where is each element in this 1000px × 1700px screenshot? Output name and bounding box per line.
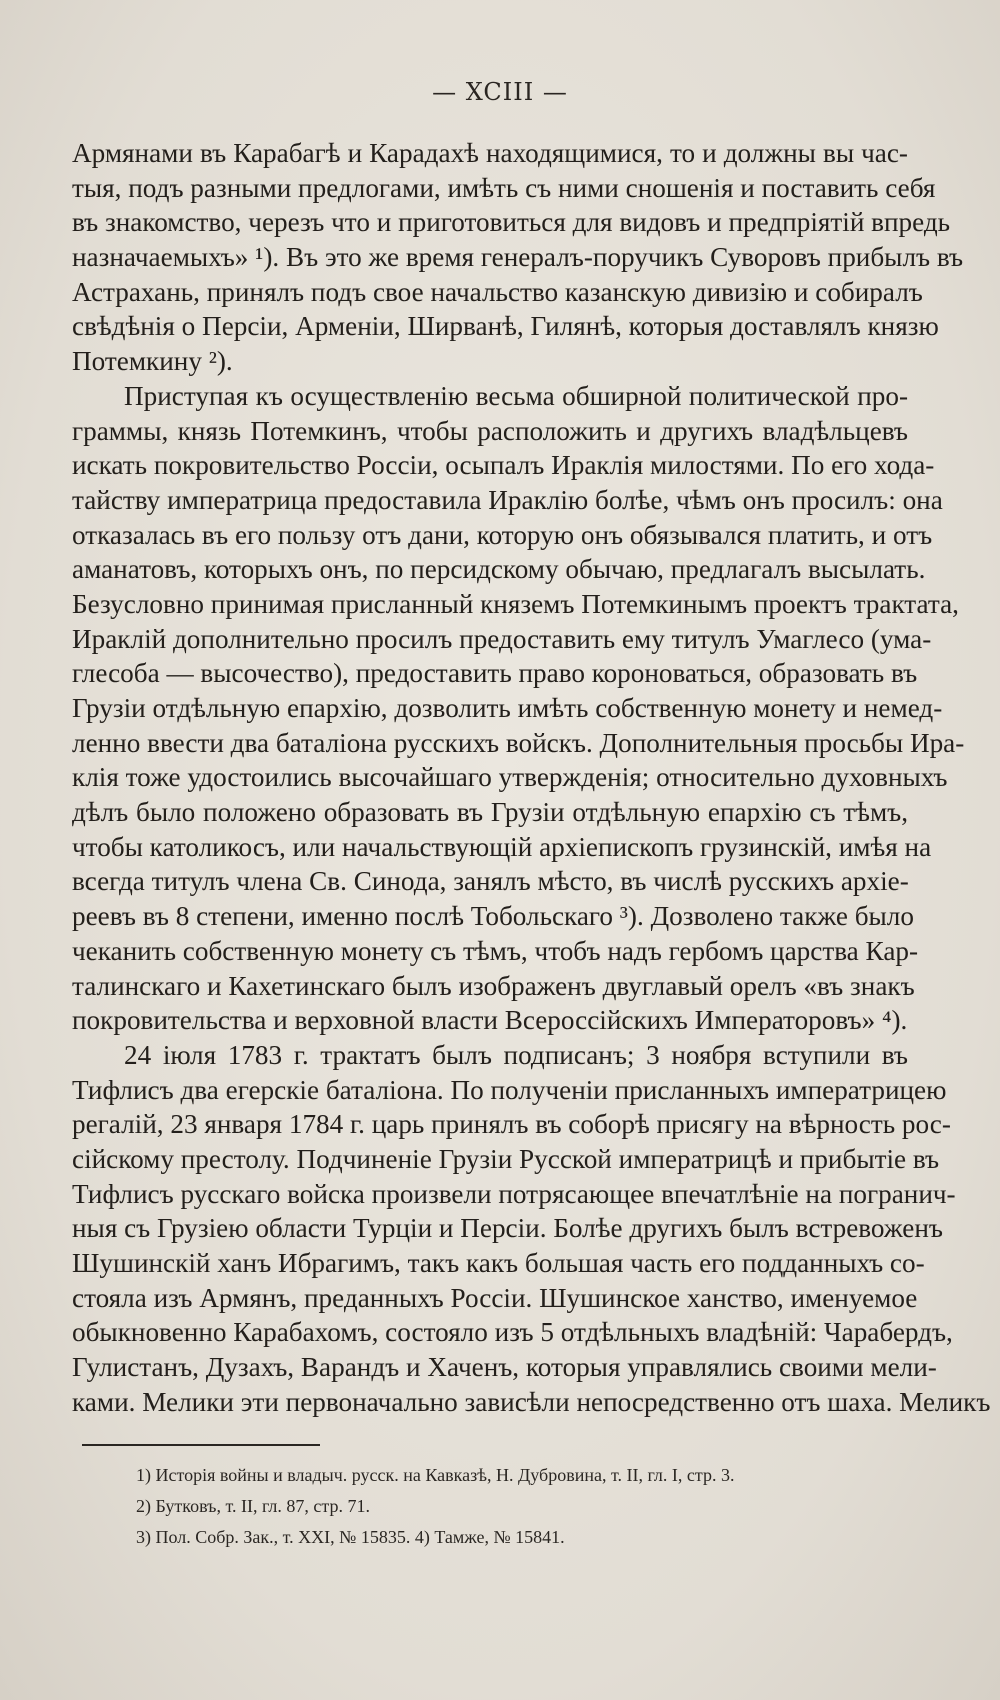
body-line: дѣлъ было положено образовать въ Грузіи отдѣльную епархію съ тѣмъ, — [72, 797, 908, 828]
footnote: 2) Бутковъ, т. II, гл. 87, стр. 71. — [136, 1496, 370, 1516]
footnotes — [136, 1460, 734, 1553]
page-number-header: — XCIII — — [432, 78, 568, 106]
body-line: Потемкину ²). — [72, 346, 233, 377]
body-line: 24 іюля 1783 г. трактатъ былъ подписанъ; 3 ноября вступили въ — [124, 1039, 908, 1070]
body-line: отказалась въ его пользу отъ дани, которую онъ обязывался платить, и отъ — [72, 519, 933, 550]
body-line: граммы, князь Потемкинъ, чтобы расположить и другихъ владѣльцевъ — [72, 415, 908, 446]
body-line: реевъ въ 8 степени, именно послѣ Тобольскаго ³). Дозволено также было — [72, 901, 914, 932]
body-line: назначаемыхъ» ¹). Въ это же время генералъ-поручикъ Суворовъ прибылъ въ — [72, 242, 964, 273]
body-line: искать покровительство Россіи, осыпалъ Ираклія милостями. По его хода- — [72, 450, 935, 481]
body-line: Гулистанъ, Дузахъ, Варандъ и Хаченъ, которыя управлялись своими мели- — [72, 1352, 937, 1383]
body-line: Тифлисъ два егерскіе баталіона. По полученіи присланныхъ императрицею — [72, 1074, 947, 1105]
body-line: Астрахань, принялъ подъ свое начальство казанскую дивизію и собиралъ — [72, 276, 923, 307]
body-line: регалій, 23 января 1784 г. царь принялъ въ соборѣ присягу на вѣрность рос- — [72, 1109, 951, 1140]
body-line: покровительства и верховной власти Всероссійскихъ Императоровъ» ⁴). — [72, 1005, 908, 1036]
body-line: Безусловно принимая присланный княземъ Потемкинымъ проектъ трактата, — [72, 588, 959, 619]
footnote: 3) Пол. Собр. Зак., т. XXI, № 15835. 4) Тамже, № 15841. — [136, 1527, 565, 1547]
body-line: Приступая къ осуществленію весьма обширной политической про- — [124, 380, 908, 411]
body-line: Тифлисъ русскаго войска произвели потрясающее впечатлѣніе на погранич- — [72, 1178, 956, 1209]
body-line: сійскому престолу. Подчиненіе Грузіи Русской императрицѣ и прибытіе въ — [72, 1143, 940, 1174]
body-line: ныя съ Грузіею области Турціи и Персіи. Болѣе другихъ былъ встревоженъ — [72, 1213, 943, 1244]
body-line: талинскаго и Кахетинскаго былъ изображенъ двуглавый орелъ «въ знакъ — [72, 970, 915, 1001]
footnote: 1) Исторія войны и владыч. русск. на Кавказѣ, Н. Дубровина, т. II, гл. I, стр. 3. — [136, 1465, 735, 1485]
body-line: свѣдѣнія о Персіи, Арменіи, Ширванѣ, Гилянѣ, которыя доставлялъ князю — [72, 311, 939, 342]
body-line: чтобы католикосъ, или начальствующій архіепископъ грузинскій, имѣя на — [72, 831, 932, 862]
body-line: въ знакомство, черезъ что и приготовиться для видовъ и предпріятій впредь — [72, 207, 951, 238]
body-line: чеканить собственную монету съ тѣмъ, чтобъ надъ гербомъ царства Кар- — [72, 935, 919, 966]
body-text — [72, 136, 991, 1419]
body-line: Грузіи отдѣльную епархію, дозволить имѣть собственную монету и немед- — [72, 693, 943, 723]
body-line: тайству императрица предоставила Ираклію болѣе, чѣмъ онъ просилъ: она — [72, 484, 943, 515]
body-line: Шушинскій ханъ Ибрагимъ, такъ какъ большая часть его подданныхъ со- — [72, 1248, 925, 1278]
body-line: глесоба — высочество), предоставить право короноваться, образовать въ — [72, 658, 918, 689]
body-line: обыкновенно Карабахомъ, состояло изъ 5 отдѣльныхъ владѣній: Чарабердъ, — [72, 1317, 953, 1348]
body-line: Ираклій дополнительно просилъ предоставить ему титулъ Умаглесо (ума- — [72, 623, 932, 654]
body-line: ленно ввести два баталіона русскихъ войскъ. Дополнительныя просьбы Ира- — [72, 727, 965, 758]
body-line: аманатовъ, которыхъ онъ, по персидскому обычаю, предлагалъ высылать. — [72, 554, 926, 585]
footnote-divider — [82, 1444, 320, 1446]
body-line: тыя, подъ разными предлогами, имѣть съ ними сношенія и поставить себя — [72, 172, 936, 203]
body-line: ками. Мелики эти первоначально зависѣли непосредственно отъ шаха. Меликъ — [72, 1386, 991, 1417]
body-line: всегда титулъ члена Св. Синода, занялъ мѣсто, въ числѣ русскихъ архіе- — [72, 866, 909, 897]
body-line: Армянами въ Карабагѣ и Карадахѣ находящимися, то и должны вы час- — [72, 138, 908, 168]
body-line: стояла изъ Армянъ, преданныхъ Россіи. Шушинское ханство, именуемое — [72, 1282, 918, 1313]
body-line: клія тоже удостоились высочайшаго утвержденія; относительно духовныхъ — [72, 762, 948, 793]
